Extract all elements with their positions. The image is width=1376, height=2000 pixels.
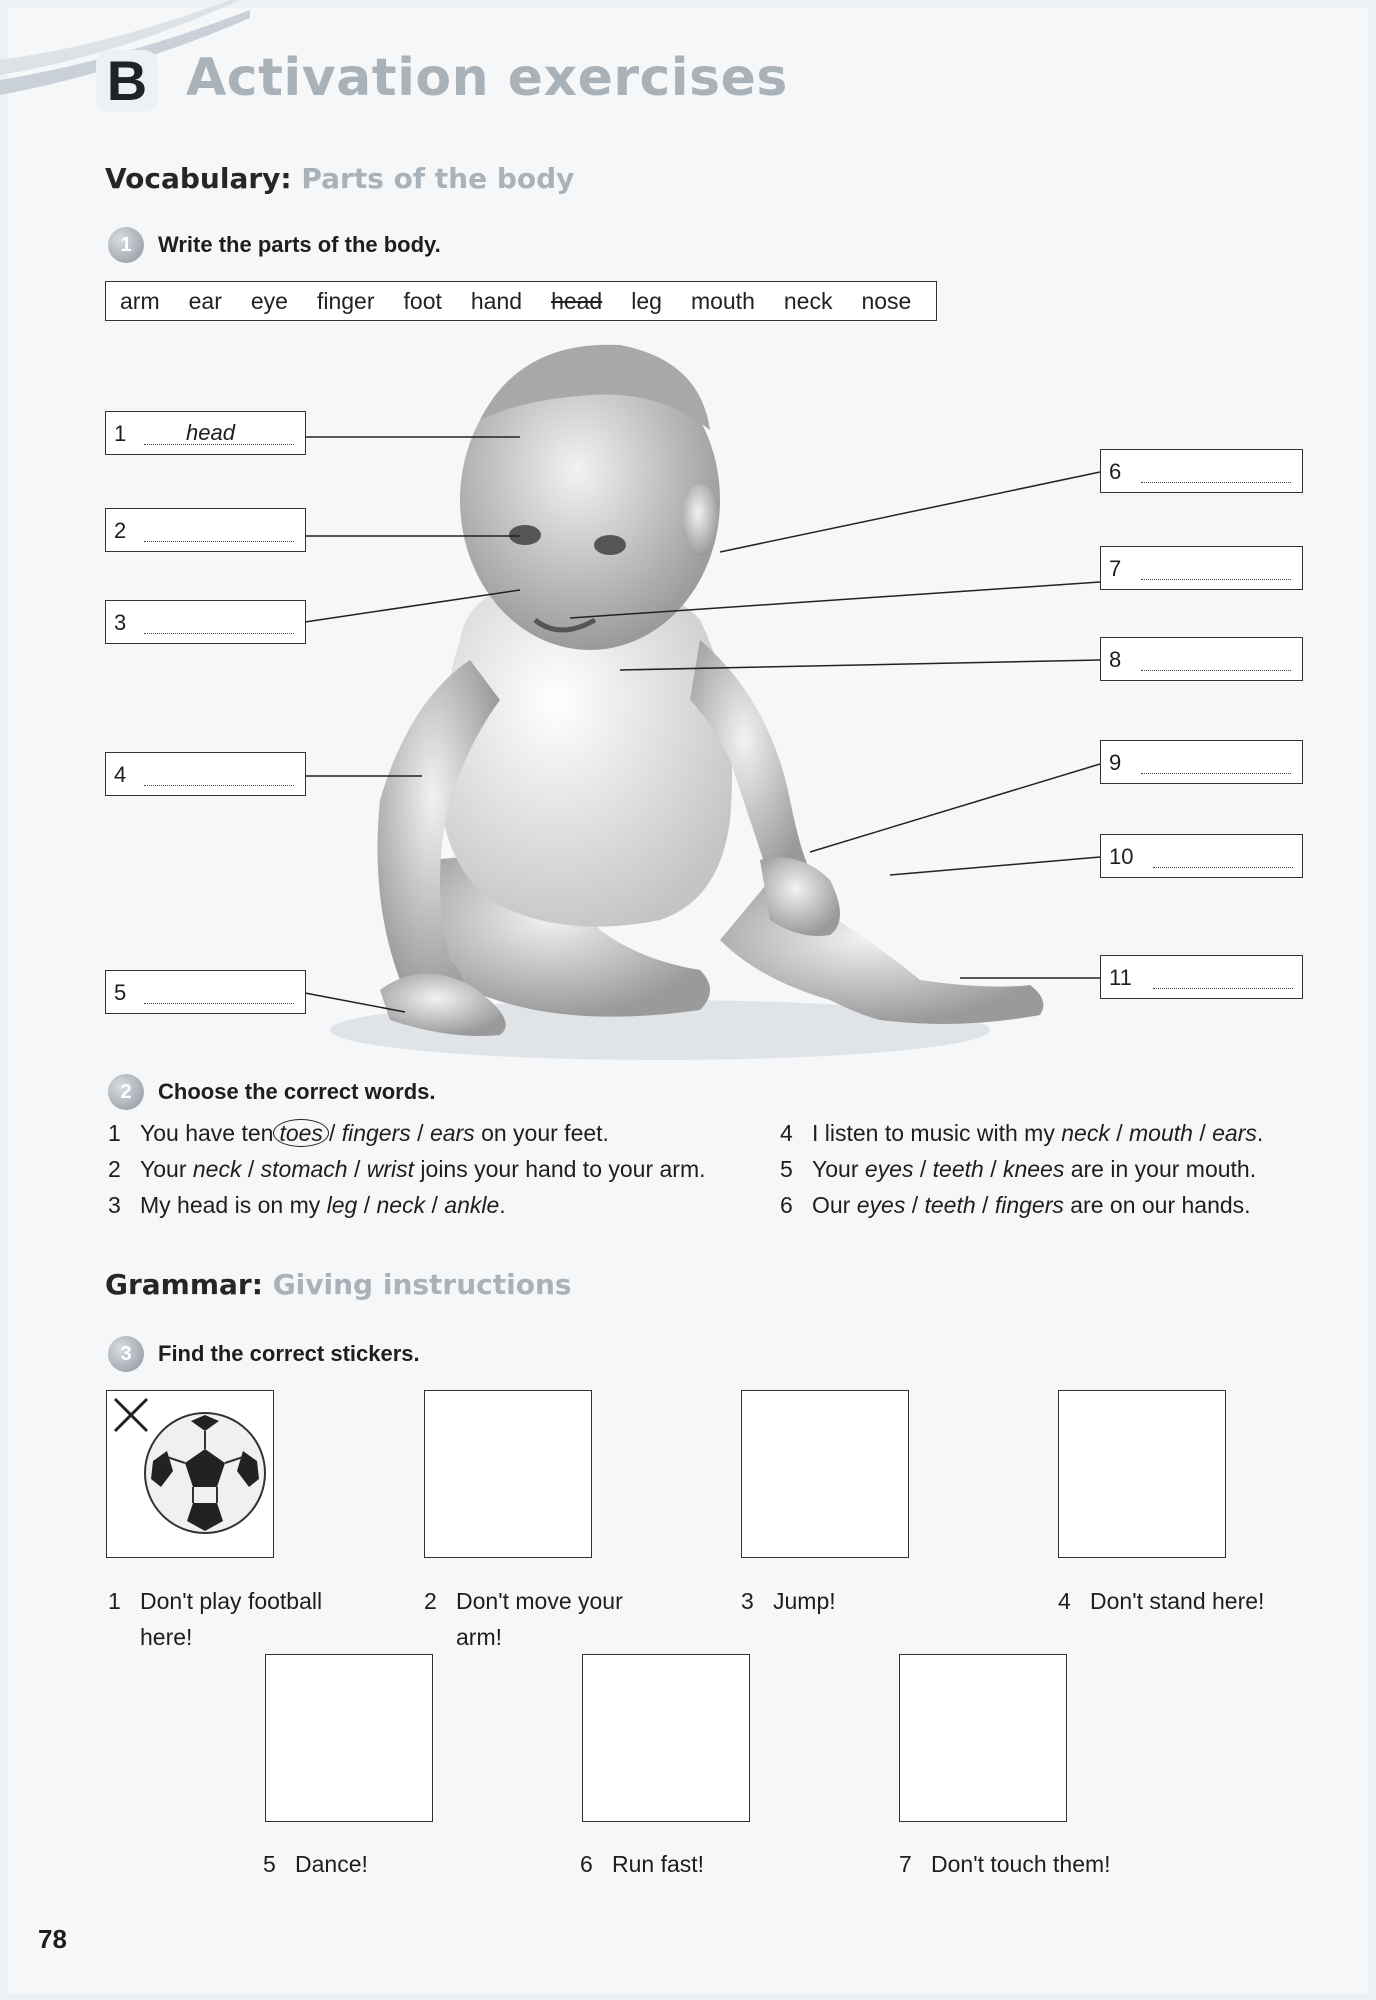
question-row <box>780 1187 1263 1223</box>
caption-text: Dance! <box>295 1851 368 1877</box>
option[interactable]: stomach <box>260 1156 348 1182</box>
option[interactable]: teeth <box>932 1156 984 1182</box>
caption-5 <box>263 1846 368 1882</box>
option[interactable]: fingers <box>994 1192 1064 1218</box>
word-bank-item: finger <box>316 287 375 314</box>
option[interactable]: wrist <box>366 1156 415 1182</box>
question-text: You have ten <box>140 1120 274 1146</box>
separator: / <box>417 1120 424 1146</box>
grammar-topic: Giving instructions <box>272 1268 572 1301</box>
sticker-box-4[interactable] <box>1058 1390 1226 1558</box>
question-row <box>780 1151 1263 1187</box>
sticker-box-7[interactable] <box>899 1654 1067 1822</box>
label-box-5 <box>105 970 306 1014</box>
section-title: Activation exercises <box>186 48 788 108</box>
label-number: 10 <box>1109 844 1134 869</box>
exercise-3-number: 3 <box>108 1336 144 1372</box>
caption-7 <box>899 1846 1111 1882</box>
caption-text: Jump! <box>773 1588 836 1614</box>
sticker-box-1[interactable] <box>106 1390 274 1558</box>
answer-line[interactable] <box>144 517 294 542</box>
option[interactable]: leg <box>326 1192 358 1218</box>
question-text: are in your mouth. <box>1070 1156 1257 1182</box>
separator: / <box>990 1156 997 1182</box>
label-box-2 <box>105 508 306 552</box>
caption-text: Run fast! <box>612 1851 705 1877</box>
caption-3 <box>741 1583 836 1619</box>
option-selected[interactable]: toes <box>273 1119 328 1147</box>
option[interactable]: ears <box>1212 1120 1257 1146</box>
label-number: 9 <box>1109 750 1122 775</box>
question-row <box>780 1115 1263 1151</box>
label-box-4 <box>105 752 306 796</box>
label-number: 6 <box>1109 459 1122 484</box>
grammar-label: Grammar: <box>105 1268 263 1301</box>
option[interactable]: knees <box>1002 1156 1065 1182</box>
label-number: 7 <box>1109 556 1122 581</box>
label-box-8 <box>1100 637 1303 681</box>
option[interactable]: neck <box>376 1192 426 1218</box>
word-bank-item: leg <box>631 287 662 314</box>
question-text: . <box>499 1192 506 1218</box>
word-bank-item: hand <box>470 287 523 314</box>
caption-2 <box>424 1583 623 1655</box>
caption-text: arm! <box>456 1624 502 1650</box>
answer-line[interactable] <box>1153 964 1293 989</box>
exercise-3-instruction: Find the correct stickers. <box>158 1341 420 1366</box>
caption-text: Don't stand here! <box>1090 1588 1265 1614</box>
exercise-2-instruction: Choose the correct words. <box>158 1079 436 1104</box>
page-number: 78 <box>38 1924 67 1954</box>
caption-number: 7 <box>899 1851 912 1877</box>
question-number: 4 <box>780 1120 793 1146</box>
separator: / <box>919 1156 927 1182</box>
question-text: Your <box>140 1156 187 1182</box>
separator: / <box>328 1120 336 1146</box>
label-box-6 <box>1100 449 1303 493</box>
label-box-10 <box>1100 834 1303 878</box>
word-bank-item: arm <box>120 287 160 314</box>
label-number: 3 <box>114 610 127 635</box>
word-bank-item: nose <box>861 287 912 314</box>
option[interactable]: ankle <box>444 1192 500 1218</box>
word-bank-item: foot <box>403 287 442 314</box>
caption-text: Don't move your <box>456 1588 623 1614</box>
label-box-1 <box>105 411 306 455</box>
vocabulary-label: Vocabulary: <box>105 162 292 195</box>
caption-6 <box>580 1846 704 1882</box>
word-bank-item: neck <box>783 287 833 314</box>
question-text: joins your hand to your arm. <box>420 1156 706 1182</box>
word-bank-item-used: head <box>551 287 603 314</box>
option[interactable]: neck <box>1061 1120 1110 1146</box>
question-row <box>108 1115 706 1151</box>
question-text: Our <box>812 1192 851 1218</box>
word-bank-item: mouth <box>690 287 755 314</box>
question-number: 3 <box>108 1192 121 1218</box>
example-answer: head <box>186 420 235 445</box>
question-text: Your <box>812 1156 859 1182</box>
question-number: 1 <box>108 1120 121 1146</box>
answer-line[interactable] <box>144 979 294 1004</box>
football-icon <box>107 1391 272 1556</box>
caption-number: 5 <box>263 1851 276 1877</box>
label-number: 11 <box>1109 965 1132 990</box>
option[interactable]: eyes <box>856 1192 906 1218</box>
answer-line[interactable] <box>1141 646 1291 671</box>
label-number: 4 <box>114 762 127 787</box>
sticker-box-6[interactable] <box>582 1654 750 1822</box>
option[interactable]: eyes <box>864 1156 914 1182</box>
label-box-11 <box>1100 955 1303 999</box>
caption-text: Don't touch them! <box>931 1851 1111 1877</box>
exercise-2-number: 2 <box>108 1074 144 1110</box>
sticker-box-3[interactable] <box>741 1390 909 1558</box>
separator: / <box>1116 1120 1123 1146</box>
label-number: 1 <box>114 421 127 446</box>
option[interactable]: teeth <box>924 1192 976 1218</box>
vocabulary-heading <box>105 162 574 195</box>
question-row <box>108 1187 706 1223</box>
word-bank-item: ear <box>188 287 222 314</box>
caption-number: 3 <box>741 1588 754 1614</box>
caption-4 <box>1058 1583 1264 1619</box>
option[interactable]: mouth <box>1129 1120 1193 1146</box>
grammar-heading <box>105 1268 572 1301</box>
answer-line[interactable] <box>144 609 294 634</box>
separator: / <box>982 1192 989 1218</box>
caption-text: here! <box>140 1624 193 1650</box>
caption-number: 2 <box>424 1588 437 1614</box>
label-number: 5 <box>114 980 127 1005</box>
answer-line[interactable] <box>1141 458 1291 483</box>
caption-text: Don't play football <box>140 1588 323 1614</box>
question-text: are on our hands. <box>1070 1192 1251 1218</box>
answer-line[interactable] <box>1141 555 1291 580</box>
question-row <box>108 1151 706 1187</box>
label-box-7 <box>1100 546 1303 590</box>
caption-number: 6 <box>580 1851 593 1877</box>
answer-line[interactable] <box>144 761 294 786</box>
separator: / <box>247 1156 255 1182</box>
separator: / <box>431 1192 438 1218</box>
caption-number: 1 <box>108 1588 121 1614</box>
answer-line[interactable] <box>1153 843 1293 868</box>
exercise-2-list-left <box>108 1115 706 1223</box>
question-number: 2 <box>108 1156 121 1182</box>
answer-line[interactable] <box>1141 749 1291 774</box>
option[interactable]: fingers <box>341 1120 411 1146</box>
question-number: 5 <box>780 1156 793 1182</box>
question-text: . <box>1256 1120 1264 1146</box>
exercise-1-instruction: Write the parts of the body. <box>158 232 441 257</box>
option[interactable]: neck <box>192 1156 242 1182</box>
separator: / <box>353 1156 361 1182</box>
option[interactable]: ears <box>429 1120 475 1146</box>
label-box-3 <box>105 600 306 644</box>
sticker-box-2[interactable] <box>424 1390 592 1558</box>
question-text: on your feet. <box>481 1120 609 1146</box>
sticker-box-5[interactable] <box>265 1654 433 1822</box>
question-text: My head is on my <box>140 1192 321 1218</box>
caption-1 <box>108 1583 322 1655</box>
separator: / <box>911 1192 919 1218</box>
word-bank-item: eye <box>250 287 288 314</box>
exercise-2-list-right <box>780 1115 1263 1223</box>
caption-number: 4 <box>1058 1588 1071 1614</box>
label-number: 8 <box>1109 647 1122 672</box>
label-number: 2 <box>114 518 127 543</box>
question-number: 6 <box>780 1192 793 1218</box>
exercise-1-number: 1 <box>108 227 144 263</box>
question-text: I listen to music with my <box>812 1120 1055 1146</box>
section-letter: B <box>96 50 158 112</box>
word-bank <box>105 281 937 321</box>
separator: / <box>363 1192 371 1218</box>
label-box-9 <box>1100 740 1303 784</box>
separator: / <box>1199 1120 1206 1146</box>
vocabulary-topic: Parts of the body <box>301 162 575 195</box>
